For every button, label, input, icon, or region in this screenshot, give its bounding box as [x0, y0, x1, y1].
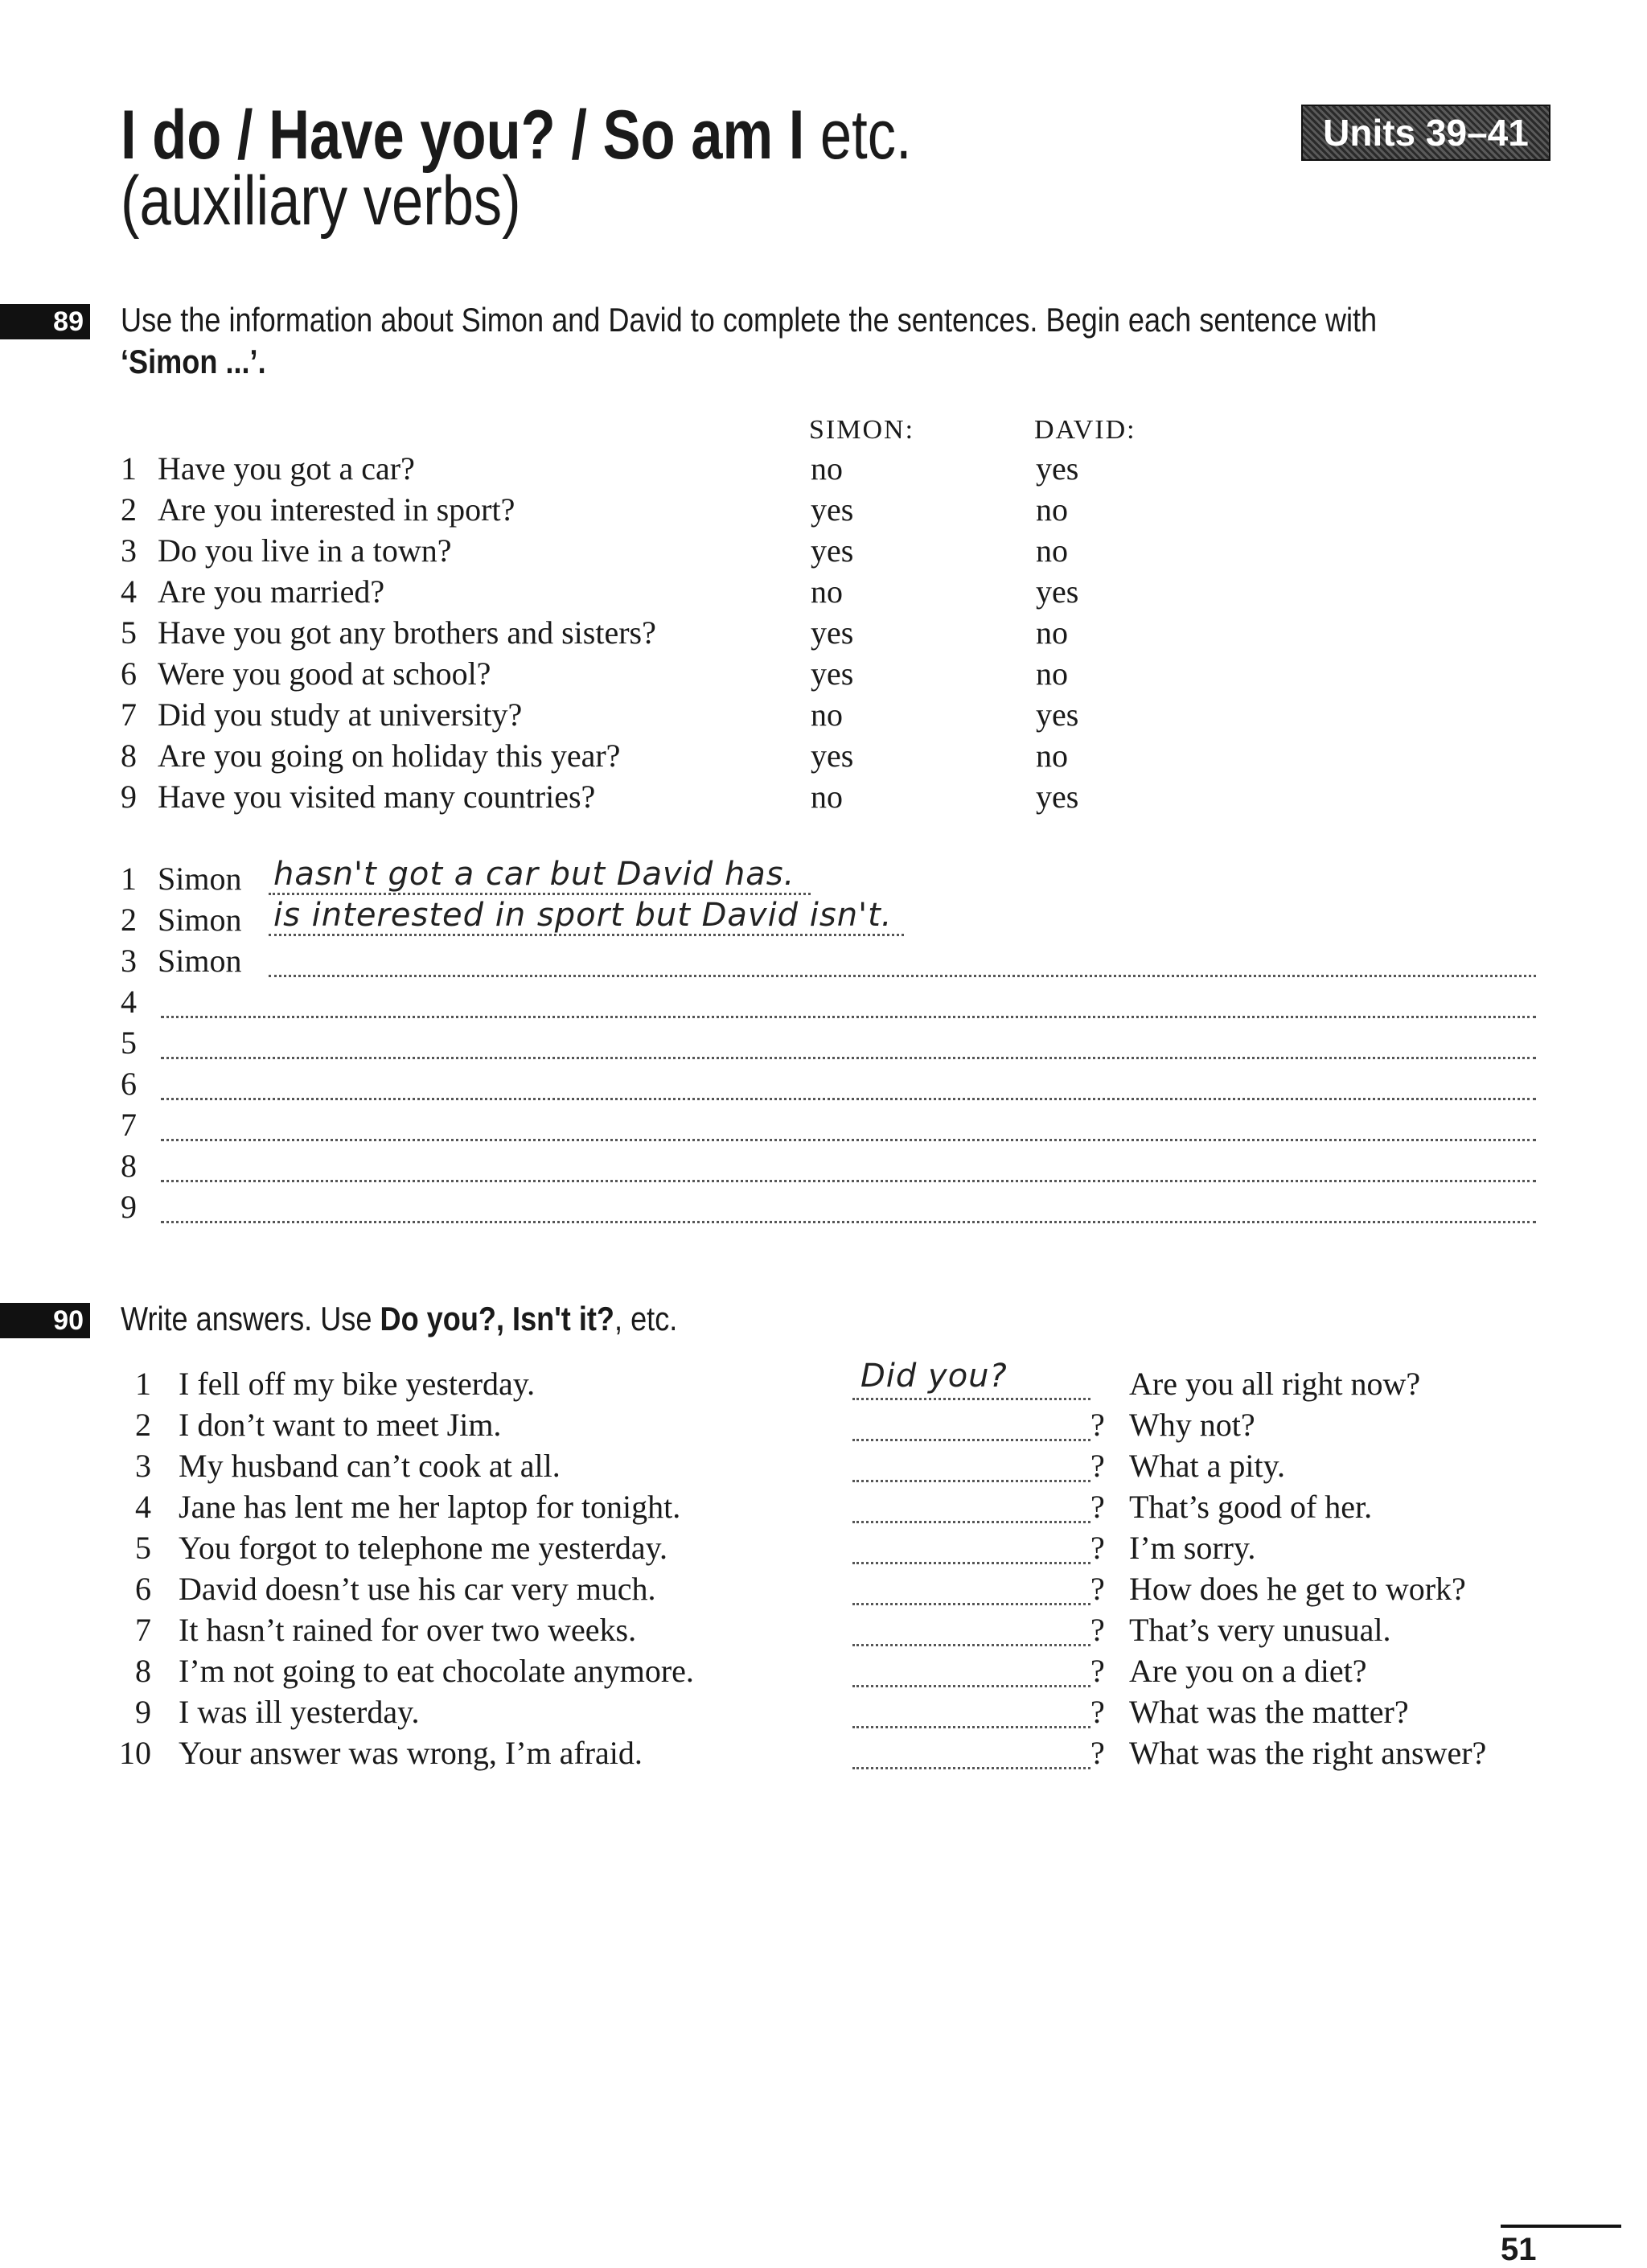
item-number: 2 [135, 1407, 151, 1443]
column-header-simon: SIMON: [809, 415, 915, 445]
question-number: 6 [121, 655, 137, 692]
question-mark: ? [1090, 1694, 1105, 1730]
answer-line[interactable] [161, 1016, 1536, 1018]
page-number-rule [1501, 2225, 1621, 2228]
question-mark: ? [1090, 1735, 1105, 1771]
statement-text: Your answer was wrong, I’m afraid. [179, 1735, 643, 1771]
answer-line[interactable] [852, 1480, 1090, 1482]
column-header-david: DAVID: [1034, 415, 1136, 445]
question-text: Have you got any brothers and sisters? [158, 614, 656, 651]
reply-text: That’s very unusual. [1129, 1612, 1391, 1648]
item-number: 7 [135, 1612, 151, 1648]
handwritten-answer: hasn't got a car but David has. [273, 856, 795, 893]
reply-text: What was the matter? [1129, 1694, 1409, 1730]
question-text: Have you got a car? [158, 450, 415, 487]
question-text: Did you study at university? [158, 696, 523, 733]
page-number: 51 [1501, 2232, 1537, 2267]
answer-line[interactable] [161, 1098, 1536, 1100]
item-number: 9 [135, 1694, 151, 1730]
exercise-89-instruction-2: ‘Simon ...’. [121, 343, 266, 380]
answer-prefix: Simon [158, 902, 242, 938]
answer-line[interactable] [852, 1562, 1090, 1564]
answer-number: 6 [121, 1066, 137, 1102]
answer-number: 7 [121, 1107, 137, 1143]
answer-number: 2 [121, 902, 137, 938]
question-mark: ? [1090, 1530, 1105, 1566]
david-answer: no [1036, 614, 1068, 651]
simon-answer: no [811, 573, 843, 610]
answer-line[interactable] [852, 1439, 1090, 1441]
question-mark: ? [1090, 1489, 1105, 1525]
answer-line[interactable] [269, 975, 1536, 977]
question-number: 3 [121, 532, 137, 569]
answer-number: 3 [121, 943, 137, 979]
reply-text: That’s good of her. [1129, 1489, 1373, 1525]
david-answer: no [1036, 532, 1068, 569]
answer-line[interactable] [852, 1603, 1090, 1605]
handwritten-answer: is interested in sport but David isn't. [273, 897, 893, 934]
item-number: 4 [135, 1489, 151, 1525]
item-number: 8 [135, 1653, 151, 1689]
simon-answer: no [811, 450, 843, 487]
answer-line[interactable] [852, 1521, 1090, 1523]
answer-line[interactable] [269, 934, 904, 936]
answer-number: 1 [121, 861, 137, 897]
answer-line[interactable] [852, 1685, 1090, 1687]
reply-text: I’m sorry. [1129, 1530, 1256, 1566]
answer-line[interactable] [852, 1767, 1090, 1769]
reply-text: What a pity. [1129, 1448, 1286, 1484]
reply-text: Are you all right now? [1129, 1366, 1421, 1402]
question-text: Have you visited many countries? [158, 779, 596, 815]
question-mark: ? [1090, 1571, 1105, 1607]
statement-text: Jane has lent me her laptop for tonight. [179, 1489, 681, 1525]
item-number: 1 [135, 1366, 151, 1402]
question-number: 7 [121, 696, 137, 733]
question-number: 1 [121, 450, 137, 487]
david-answer: no [1036, 491, 1068, 528]
question-text: Are you going on holiday this year? [158, 738, 621, 774]
simon-answer: yes [811, 532, 854, 569]
item-number: 10 [119, 1735, 151, 1771]
question-number: 9 [121, 779, 137, 815]
reply-text: Why not? [1129, 1407, 1255, 1443]
exercise-90-number: 90 [0, 1303, 90, 1338]
answer-prefix: Simon [158, 943, 242, 979]
david-answer: yes [1036, 779, 1079, 815]
simon-answer: yes [811, 655, 854, 692]
handwritten-answer: Did you? [860, 1358, 1008, 1395]
exercise-90-instruction [121, 1298, 677, 1340]
question-mark: ? [1090, 1448, 1105, 1484]
simon-answer: no [811, 696, 843, 733]
item-number: 3 [135, 1448, 151, 1484]
statement-text: I don’t want to meet Jim. [179, 1407, 502, 1443]
question-number: 5 [121, 614, 137, 651]
question-text: Were you good at school? [158, 655, 491, 692]
item-number: 6 [135, 1571, 151, 1607]
exercise-89-number: 89 [0, 304, 90, 339]
answer-number: 9 [121, 1189, 137, 1225]
statement-text: I’m not going to eat chocolate anymore. [179, 1653, 694, 1689]
statement-text: My husband can’t cook at all. [179, 1448, 561, 1484]
exercise-89-instruction: Use the information about Simon and David to complete the sentences. Begin each sentence with [121, 301, 1378, 339]
answer-line[interactable] [161, 1139, 1536, 1141]
answer-number: 5 [121, 1025, 137, 1061]
david-answer: yes [1036, 573, 1079, 610]
simon-answer: yes [811, 614, 854, 651]
answer-line[interactable] [161, 1057, 1536, 1059]
answer-number: 8 [121, 1148, 137, 1184]
answer-number: 4 [121, 984, 137, 1020]
reply-text: How does he get to work? [1129, 1571, 1466, 1607]
units-badge: Units 39–41 [1301, 105, 1550, 161]
answer-line[interactable] [269, 893, 811, 895]
answer-line[interactable] [852, 1644, 1090, 1646]
simon-answer: yes [811, 738, 854, 774]
reply-text: What was the right answer? [1129, 1735, 1487, 1771]
answer-prefix: Simon [158, 861, 242, 897]
question-text: Are you married? [158, 573, 385, 610]
question-mark: ? [1090, 1407, 1105, 1443]
david-answer: yes [1036, 696, 1079, 733]
question-number: 8 [121, 738, 137, 774]
statement-text: I fell off my bike yesterday. [179, 1366, 536, 1402]
simon-answer: no [811, 779, 843, 815]
question-mark: ? [1090, 1653, 1105, 1689]
question-text: Are you interested in sport? [158, 491, 515, 528]
question-text: Do you live in a town? [158, 532, 452, 569]
question-number: 4 [121, 573, 137, 610]
answer-line[interactable] [852, 1398, 1090, 1400]
david-answer: yes [1036, 450, 1079, 487]
statement-text: It hasn’t rained for over two weeks. [179, 1612, 637, 1648]
reply-text: Are you on a diet? [1129, 1653, 1367, 1689]
answer-line[interactable] [161, 1180, 1536, 1182]
page-subtitle: (auxiliary verbs) [121, 162, 521, 240]
question-mark: ? [1090, 1612, 1105, 1648]
item-number: 5 [135, 1530, 151, 1566]
title-main: I do / Have you? / So am I [121, 97, 805, 174]
instruction-text-c: , etc. [614, 1300, 678, 1337]
title-etc: etc. [804, 97, 912, 174]
david-answer: no [1036, 655, 1068, 692]
answer-line[interactable] [852, 1726, 1090, 1728]
statement-text: I was ill yesterday. [179, 1694, 420, 1730]
instruction-text-a: Write answers. Use [121, 1300, 380, 1337]
david-answer: no [1036, 738, 1068, 774]
statement-text: David doesn’t use his car very much. [179, 1571, 656, 1607]
statement-text: You forgot to telephone me yesterday. [179, 1530, 668, 1566]
answer-line[interactable] [161, 1221, 1536, 1223]
simon-answer: yes [811, 491, 854, 528]
instruction-examples: Do you?, Isn't it? [380, 1300, 614, 1337]
question-number: 2 [121, 491, 137, 528]
